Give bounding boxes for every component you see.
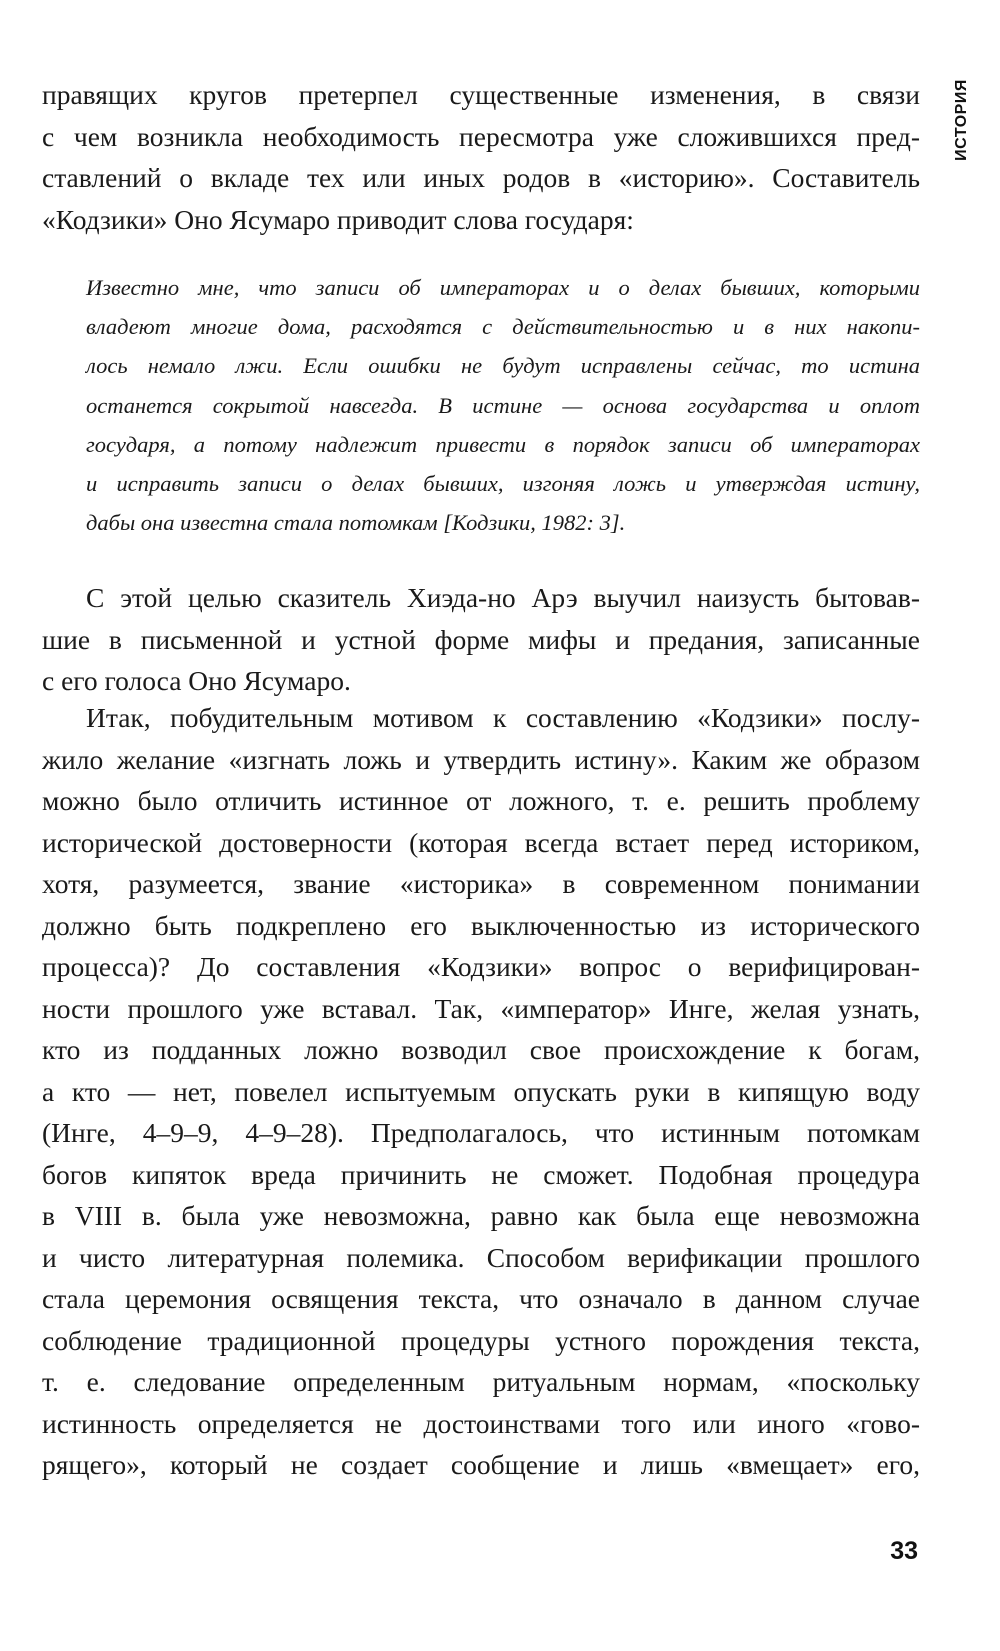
text-line: правящих кругов претерпел существенные изменения, в связи	[42, 79, 920, 110]
paragraph-1	[42, 74, 920, 240]
text-line: ставлений о вкладе тех или иных родов в «историю». Составитель	[42, 162, 920, 193]
running-head: ИСТОРИЯ	[953, 79, 970, 161]
text-line: а кто — нет, повелел испытуемым опускать руки в кипящую воду	[42, 1075, 920, 1107]
text-line: стала церемония освящения текста, что означало в данном случае	[42, 1283, 920, 1314]
text-line: в VIII в. была уже невозможна, равно как была еще невозможна	[42, 1200, 920, 1231]
text-line: соблюдение традиционной процедуры устного порождения текста,	[42, 1324, 920, 1356]
text-line: «Кодзики» Оно Ясумаро приводит слова государя:	[42, 203, 634, 235]
text-line: с чем возникла необходимость пересмотра уже сложившихся пред-	[42, 120, 920, 152]
text-line: должно быть подкреплено его выключенностью из исторического	[42, 909, 920, 941]
text-line: богов кипяток вреда причинить не сможет. Подобная процедура	[42, 1158, 920, 1190]
text-line: можно было отличить истинное от ложного, т. е. решить проблему	[42, 785, 920, 816]
text-line: ности прошлого уже вставал. Так, «император» Инге, желая узнать,	[42, 992, 920, 1024]
quote-line: владеют многие дома, расходятся с действительностью и в них накопи-	[86, 314, 920, 340]
text-line: Итак, побудительным мотивом к составлению «Кодзики» послу-	[86, 702, 920, 733]
text-line: т. е. следование определенным ритуальным нормам, «поскольку	[42, 1366, 920, 1397]
quote-line: дабы она известна стала потомкам [Кодзики, 1982: 3].	[86, 510, 626, 536]
text-line: процесса)? До составления «Кодзики» вопрос о верифицирован-	[42, 951, 920, 982]
text-line: и чисто литературная полемика. Способом верификации прошлого	[42, 1241, 920, 1273]
page-number: 33	[890, 1537, 918, 1565]
text-line: жило желание «изгнать ложь и утвердить истину». Каким же образом	[42, 743, 920, 775]
quote-line: Известно мне, что записи об императорах и о делах бывших, которыми	[86, 275, 920, 300]
text-line: хотя, разумеется, звание «историка» в современном понимании	[42, 868, 920, 899]
text-line: шие в письменной и устной форме мифы и предания, записанные	[42, 623, 920, 655]
quote-line: лось немало лжи. Если ошибки не будут исправлены сейчас, то истина	[86, 353, 920, 379]
block-quote	[86, 268, 920, 542]
text-line: кто из подданных ложно возводил свое происхождение к богам,	[42, 1034, 920, 1065]
text-line: исторической достоверности (которая всегда встает перед историком,	[42, 826, 920, 858]
text-line: рящего», который не создает сообщение и лишь «вмещает» его,	[42, 1449, 920, 1480]
text-line: (Инге, 4–9–9, 4–9–28). Предполагалось, что истинным потомкам	[42, 1117, 920, 1148]
text-line: С этой целью сказитель Хиэда-но Арэ выучил наизусть бытовав-	[86, 582, 920, 613]
text-line: истинность определяется не достоинствами того или иного «гово-	[42, 1407, 920, 1439]
quote-line: и исправить записи о делах бывших, изгоняя ложь и утверждая истину,	[86, 471, 920, 497]
quote-line: останется сокрытой навсегда. В истине — основа государства и оплот	[86, 392, 920, 418]
text-line: с его голоса Оно Ясумаро.	[42, 665, 351, 696]
paragraph-2	[42, 577, 920, 702]
paragraph-3	[42, 697, 920, 1486]
quote-line: государя, а потому надлежит привести в порядок записи об императорах	[86, 431, 920, 457]
